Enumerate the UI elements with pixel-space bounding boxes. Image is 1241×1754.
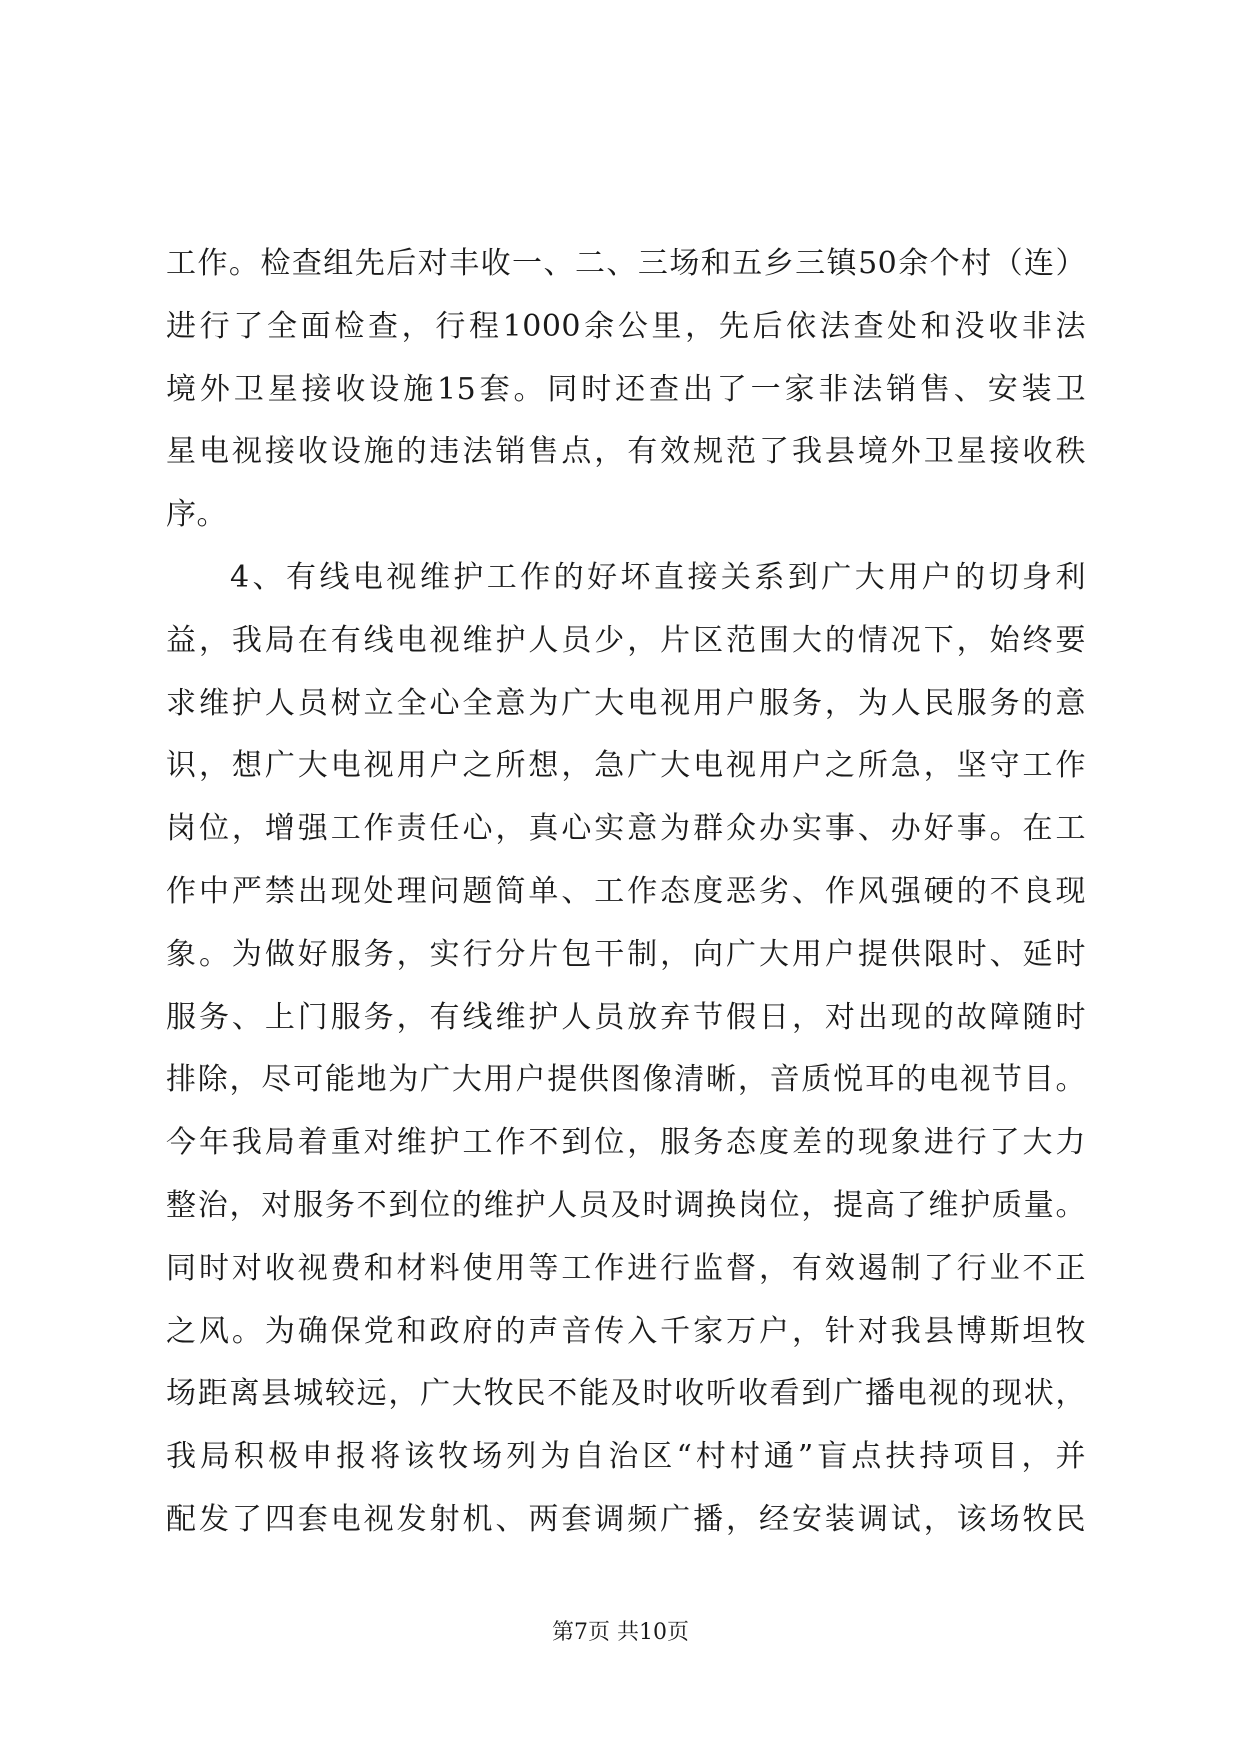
text-line: 象。为做好服务，实行分片包干制，向广大用户提供限时、延时 [166, 936, 1086, 972]
text-line: 我局积极申报将该牧场列为自治区“村村通”盲点扶持项目，并 [166, 1439, 1086, 1475]
body-text [166, 233, 1086, 1552]
text-line: 序。 [166, 497, 227, 533]
text-line: 星电视接收设施的违法销售点，有效规范了我县境外卫星接收秩 [166, 434, 1086, 470]
text-line: 识，想广大电视用户之所想，急广大电视用户之所急，坚守工作 [166, 748, 1086, 784]
text-line: 境外卫星接收设施15套。同时还查出了一家非法销售、安装卫 [166, 371, 1086, 407]
text-line: 工作。检查组先后对丰收一、二、三场和五乡三镇50余个村（连） [166, 246, 1086, 281]
page-number-label: 第7页 共10页 [552, 1620, 689, 1645]
text-line: 求维护人员树立全心全意为广大电视用户服务，为人民服务的意 [166, 685, 1086, 721]
text-line: 进行了全面检查，行程1000余公里，先后依法查处和没收非法 [166, 308, 1086, 344]
text-line: 服务、上门服务，有线维护人员放弃节假日，对出现的故障随时 [166, 999, 1086, 1035]
text-line: 配发了四套电视发射机、两套调频广播，经安装调试，该场牧民 [166, 1501, 1086, 1537]
paragraph-first-line: 4、有线电视维护工作的好坏直接关系到广大用户的切身利 [230, 559, 1086, 595]
text-line: 整治，对服务不到位的维护人员及时调换岗位，提高了维护质量。 [166, 1187, 1086, 1223]
text-line: 之风。为确保党和政府的声音传入千家万户，针对我县博斯坦牧 [166, 1313, 1086, 1349]
text-line: 岗位，增强工作责任心，真心实意为群众办实事、办好事。在工 [166, 811, 1086, 847]
text-line: 排除，尽可能地为广大用户提供图像清晰，音质悦耳的电视节目。 [166, 1062, 1086, 1098]
text-line: 作中严禁出现处理问题简单、工作态度恶劣、作风强硬的不良现 [166, 873, 1086, 909]
text-line: 场距离县城较远，广大牧民不能及时收听收看到广播电视的现状， [166, 1376, 1086, 1412]
text-line: 同时对收视费和材料使用等工作进行监督，有效遏制了行业不正 [166, 1250, 1086, 1286]
text-line: 益，我局在有线电视维护人员少，片区范围大的情况下，始终要 [166, 622, 1086, 658]
text-line: 今年我局着重对维护工作不到位，服务态度差的现象进行了大力 [166, 1125, 1086, 1161]
page-footer [0, 1618, 1241, 1648]
